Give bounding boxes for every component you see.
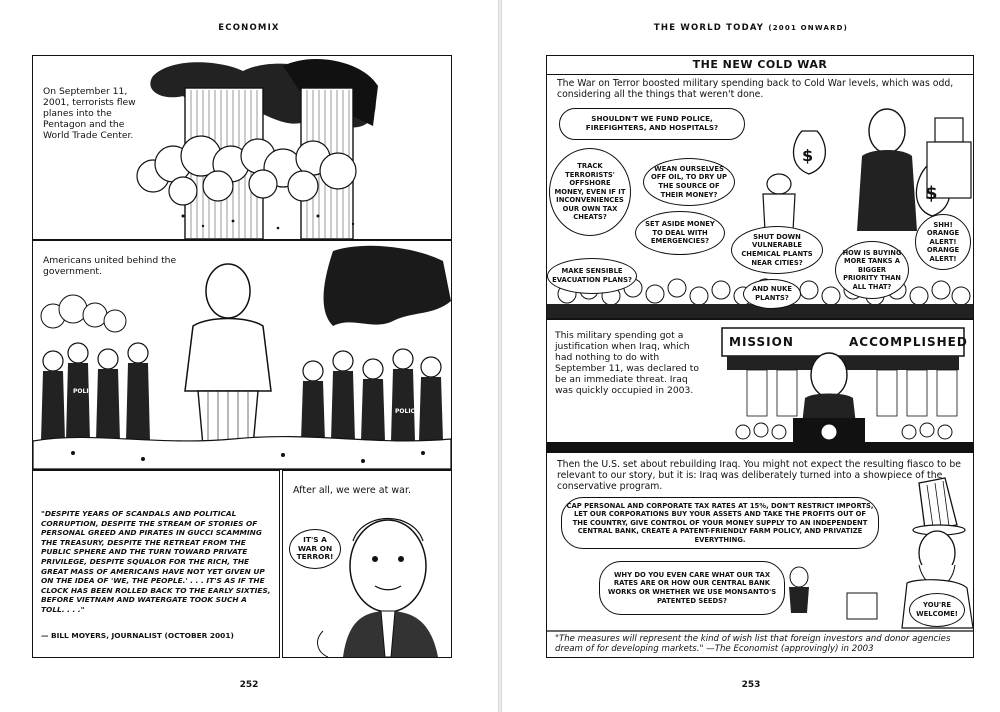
panel2-caption: Americans united behind the government. [43,255,183,277]
bubble-evacuation: MAKE SENSIBLE EVACUATION PLANS? [547,258,637,294]
panel1-caption: On September 11, 2001, terrorists flew planes into the Pentagon and the World Trade Center. [43,86,148,141]
twin-towers-illustration [33,56,451,239]
panel-moyers-quote [32,470,280,658]
bubble-nuke-plants: AND NUKE PLANTS? [743,279,801,309]
bubble-track-money: TRACK TERRORISTS' OFFSHORE MONEY, EVEN IF IT INCONVENIENCES OUR OWN TAX CHEATS? [549,148,631,236]
right-running-head-title: THE WORLD TODAY [653,23,765,33]
right-running-head [502,23,1000,33]
left-page-number: 252 [239,680,259,690]
bubble-orange-alert: SHH! ORANGE ALERT! ORANGE ALERT! [915,214,971,270]
police-badge-right: POLICE [395,408,420,415]
conservative-caption: Then the U.S. set about rebuilding Iraq. You might not expect the resulting fiasco to be relevant to our story, but it is: Iraq was deliberately turned into a showpiece of the conservative program. [557,459,961,492]
panel-at-war [282,470,452,658]
bubble-youre-welcome: YOU'RE WELCOME! [909,593,965,627]
new-cold-war-title: THE NEW COLD WAR [547,56,973,75]
iraq-caption: This military spending got a justification when Iraq, which had nothing to do with September 11, was declared to be an immediate threat. Iraq was quickly occupied in 2003. [555,330,705,396]
left-page [0,0,498,712]
cold-war-caption: The War on Terror boosted military spending back to Cold War levels, which was odd, considering all the things that weren't done. [557,78,954,100]
panel-conservative-program [546,452,974,658]
bubble-chemical-plants: SHUT DOWN VULNERABLE CHEMICAL PLANTS NEAR CITIES? [731,226,823,274]
bubble-fund-police: SHOULDN'T WE FUND POLICE, FIREFIGHTERS, AND HOSPITALS? [559,108,745,140]
money-bag-symbol-2: $ [925,183,938,204]
accomplished-banner: ACCOMPLISHED [849,335,968,349]
left-running-head: ECONOMIX [218,23,280,33]
panel-twin-towers [32,55,452,240]
panel-mission-accomplished [546,319,974,452]
mission-banner: MISSION [729,335,794,349]
bubble-wean-oil: WEAN OURSELVES OFF OIL, TO DRY UP THE SOURCE OF THEIR MONEY? [643,158,735,206]
panel4-caption: After all, we were at war. [293,485,443,496]
bubble-emergencies: SET ASIDE MONEY TO DEAL WITH EMERGENCIES? [635,211,725,255]
right-running-head-suffix: (2001 ONWARD) [768,24,849,32]
bubble-why-care: WHY DO YOU EVEN CARE WHAT OUR TAX RATES ARE OR HOW OUR CENTRAL BANK WORKS OR WHETHER WE USE MONSANTO'S PATENTED SEEDS? [599,561,785,615]
war-on-terror-bubble: IT'S A WAR ON TERROR! [289,529,341,569]
moyers-attribution: — BILL MOYERS, JOURNALIST (OCTOBER 2001) [41,631,234,640]
panel-new-cold-war [546,55,974,319]
moyers-quote-text: "DESPITE YEARS OF SCANDALS AND POLITICAL CORRUPTION, DESPITE THE STREAM OF STORIES OF PERSONAL GREED AND PIRATES IN GUCCI SCAMMING THE TREASURY, DESPITE THE RETREAT FROM THE PUBLIC SPHERE AND THE TURN TOWARD PRIVATE PRIVILEGE, DESPITE SQUALOR FOR THE RICH, THE GREAT MASS OF AMERICANS HAVE NOT YET GIVEN UP ON THE IDEA OF 'WE, THE PEOPLE.' . . . IT'S AS IF THE CLOCK HAS BEEN ROLLED BACK TO THE EARLY SIXTIES, BEFORE VIETNAM AND WATERGATE TOOK SUCH A TOLL. . . ." [41,509,271,614]
right-page [502,0,1000,712]
bubble-tax-rates-list: CAP PERSONAL AND CORPORATE TAX RATES AT 15%, DON'T RESTRICT IMPORTS, LET OUR CORPORATIONS BUY YOUR ASSETS AND TAKE THE PROFITS OUT OF THE COUNTRY, GIVE CONTROL OF YOUR MONEY SUPPLY TO AN INDEPENDENT CENTRAL BANK, CREATE A PATENT-FRIENDLY FARM POLICY, AND PRIVATIZE EVERYTHING. [561,497,879,549]
right-page-number: 253 [741,680,761,690]
bubble-buying-tanks: HOW IS BUYING MORE TANKS A BIGGER PRIORITY THAN ALL THAT? [835,241,909,299]
money-bag-symbol-1: $ [802,146,814,165]
economist-quote: "The measures will represent the kind of wish list that foreign investors and donor agencies dream of for developing markets." —The Economist (approvingly) in 2003 [555,634,951,654]
police-badge-left: POLICE [73,388,98,395]
panel-united [32,240,452,470]
